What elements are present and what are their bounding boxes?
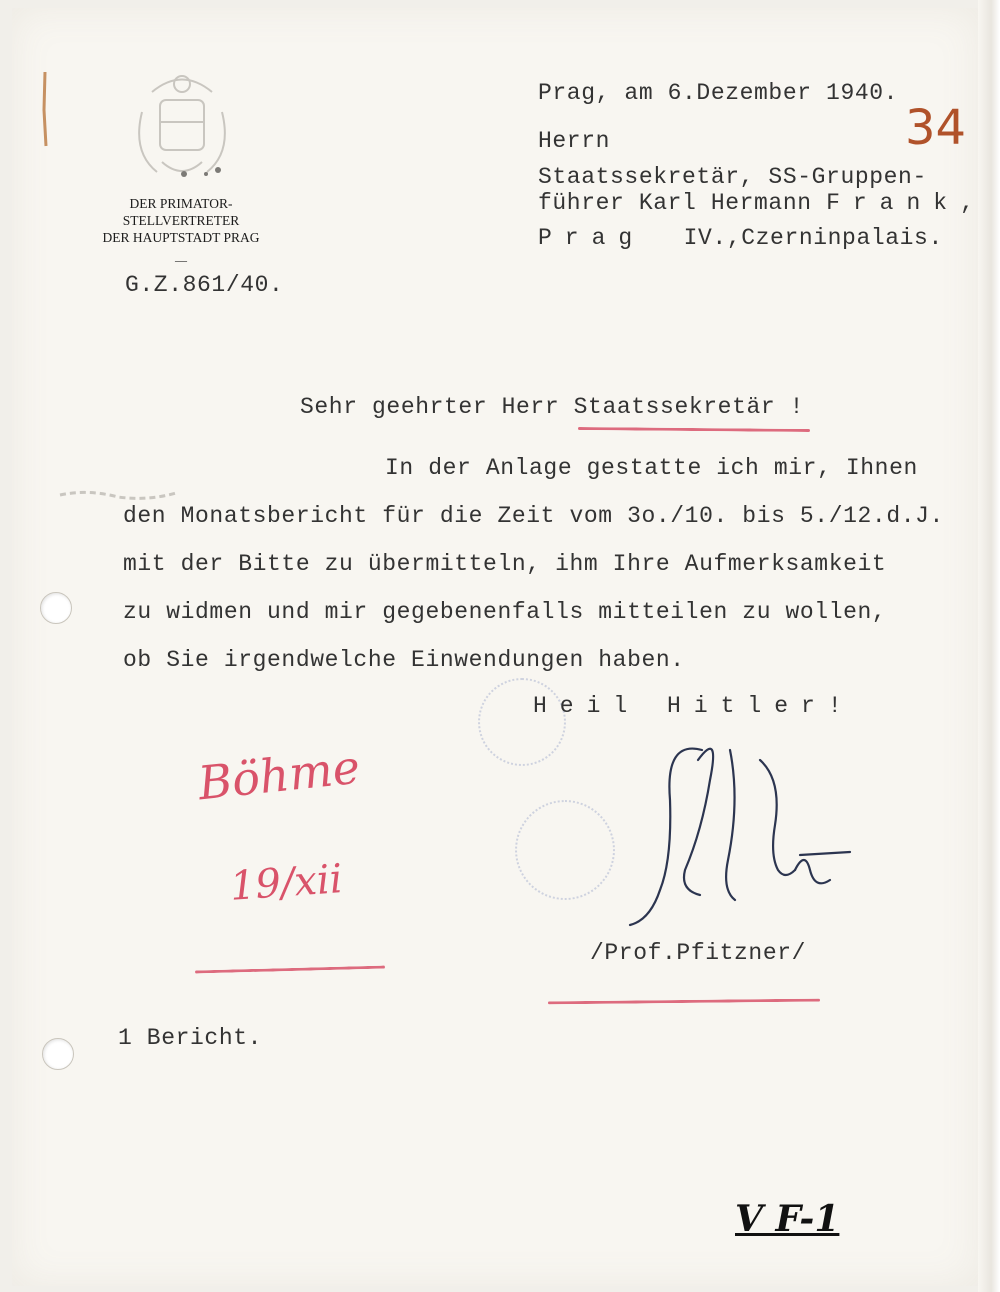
signatory-name: /Prof.Pfitzner/	[590, 940, 807, 966]
faint-stamp-upper	[478, 678, 566, 766]
recipient-line-2	[538, 190, 987, 216]
closing-salute: Heil Hitler!	[533, 693, 855, 719]
handwritten-note-date: 19/xii	[228, 856, 344, 910]
file-code: V F-1	[735, 1198, 840, 1240]
body-line-5: ob Sie irgendwelche Einwendungen haben.	[123, 647, 685, 673]
body-line-3: mit der Bitte zu übermitteln, ihm Ihre Aufmerksamkeit	[123, 551, 887, 577]
recipient-line-1: Staatssekretär, SS-Gruppen-	[538, 164, 927, 190]
coat-of-arms-emblem	[122, 62, 242, 187]
letterhead-dash: —	[175, 253, 187, 267]
body-line-2: den Monatsbericht für die Zeit vom 3o./10. bis 5./12.d.J.	[123, 503, 944, 529]
recipient-address: IV.,Czerninpalais.	[683, 225, 943, 251]
recipient-title: führer Karl Hermann	[538, 190, 812, 216]
recipient-city: Prag	[538, 225, 646, 251]
letterhead-title	[72, 195, 290, 269]
reference-number: G.Z.861/40.	[125, 272, 284, 298]
archive-number: 34	[905, 100, 967, 156]
punch-hole-top	[40, 592, 72, 624]
recipient-salutation: Herrn	[538, 128, 611, 154]
faint-stamp-lower	[515, 800, 615, 900]
staple-mark	[36, 70, 54, 150]
signature	[610, 720, 860, 930]
punch-hole-bottom	[42, 1038, 74, 1070]
letterhead-line-1: DER PRIMATOR-STELLVERTRETER	[122, 196, 240, 228]
body-line-4: zu widmen und mir gegebenenfalls mitteilen zu wollen,	[123, 599, 887, 625]
enclosure-note: 1 Bericht.	[118, 1025, 263, 1051]
recipient-name: Frank,	[826, 190, 987, 216]
greeting: Sehr geehrter Herr Staatssekretär !	[300, 394, 805, 420]
ink-smudge	[58, 485, 178, 505]
body-line-1: In der Anlage gestatte ich mir, Ihnen	[385, 455, 918, 481]
handwritten-note-name: Böhme	[195, 739, 363, 811]
letterhead-line-2: DER HAUPTSTADT PRAG	[102, 230, 260, 245]
recipient-line-3	[538, 225, 943, 251]
date-line: Prag, am 6.Dezember 1940.	[538, 80, 899, 106]
